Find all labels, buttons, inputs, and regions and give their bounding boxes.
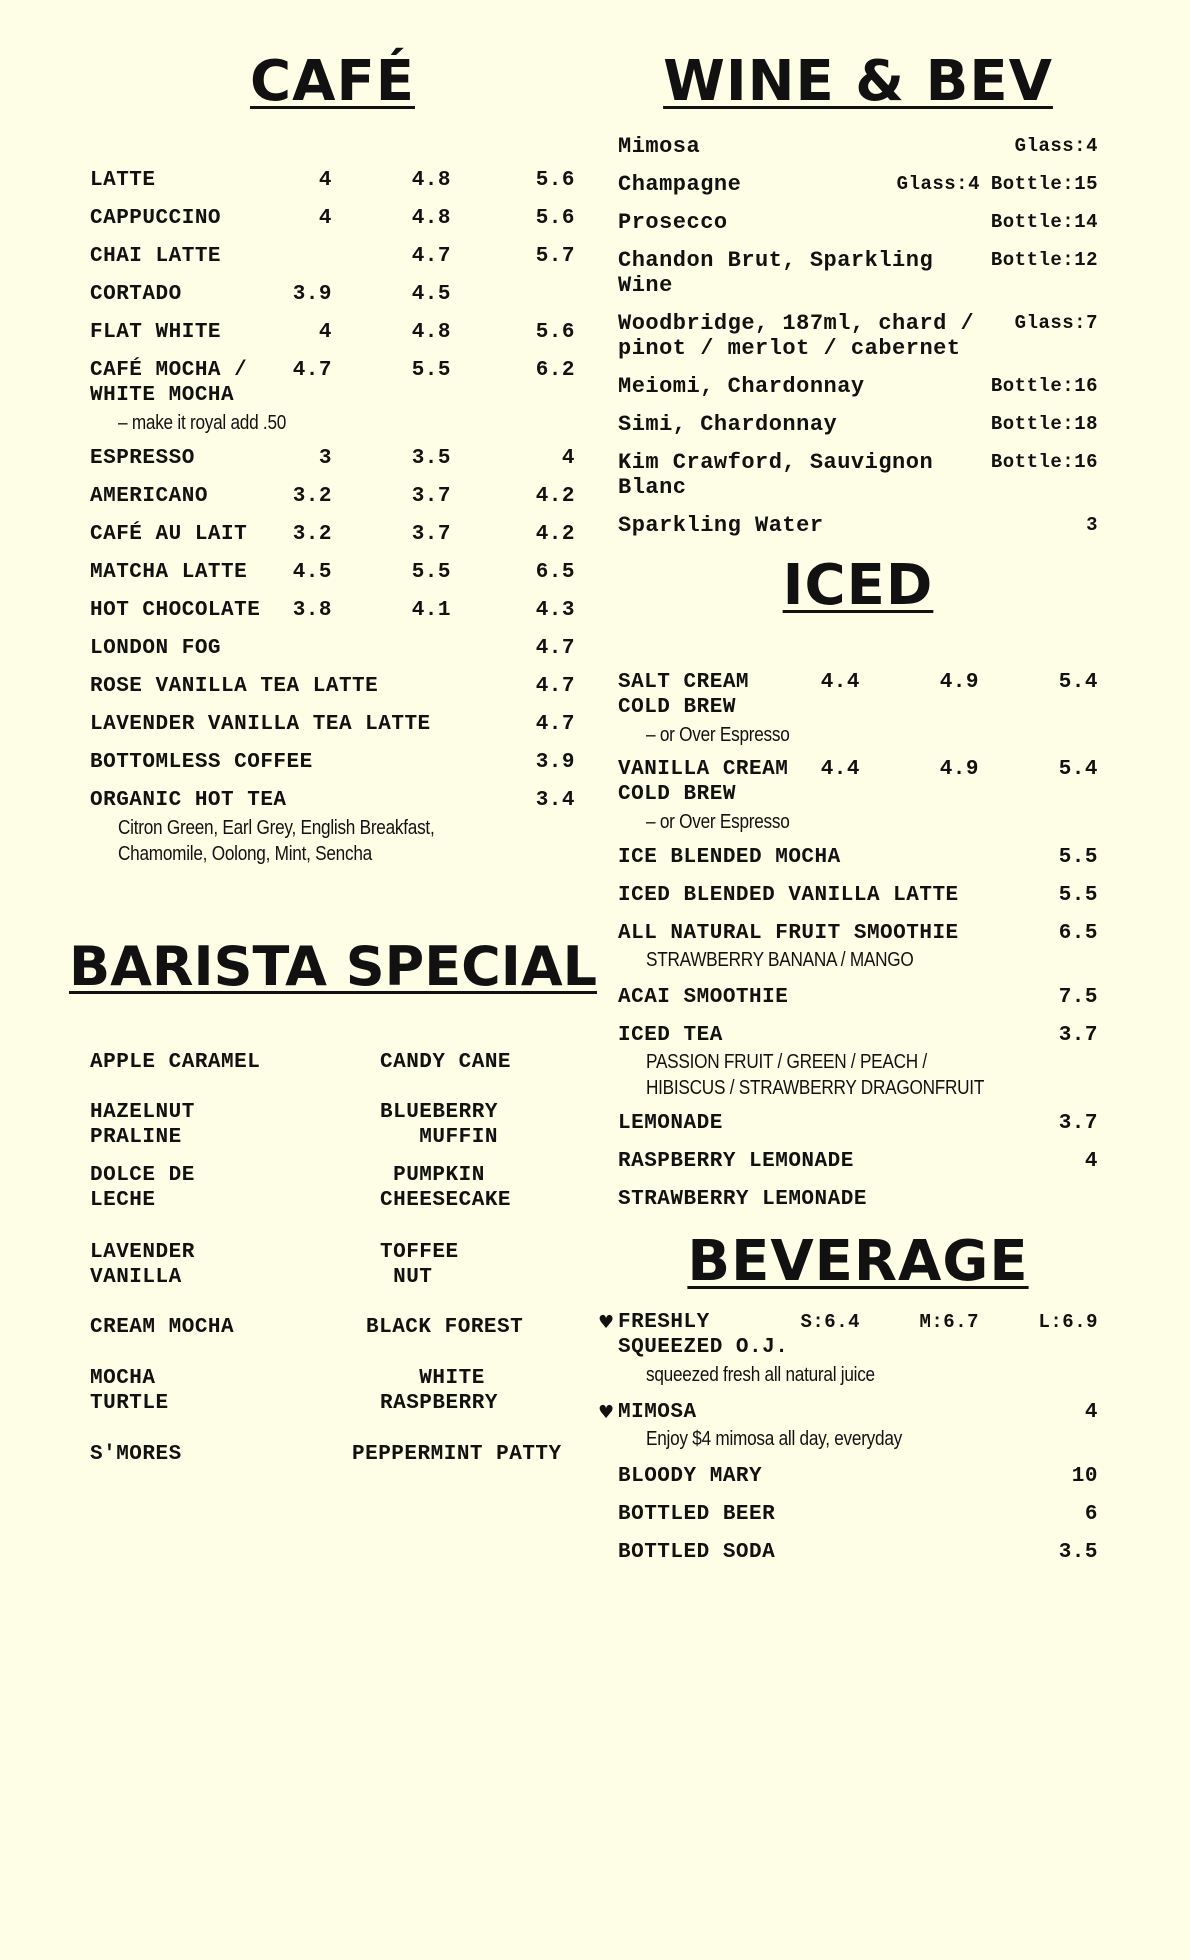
item-name: CAFÉ AU LAIT <box>90 523 248 546</box>
wine-item <box>618 450 1098 500</box>
menu-item <box>90 712 575 737</box>
item-name: RASPBERRY LEMONADE <box>618 1150 854 1173</box>
barista-item: DOLCE DE LECHE <box>90 1164 195 1212</box>
price-small: 3.9 <box>292 283 332 306</box>
item-name: BOTTLED SODA <box>618 1541 776 1564</box>
price-small: 4 <box>318 321 332 344</box>
price-large: 3.7 <box>1058 1112 1098 1135</box>
item-name: MATCHA LATTE <box>90 561 248 584</box>
price-medium: 4.9 <box>939 758 979 781</box>
cafe-title: CAFÉ <box>250 49 415 114</box>
price-large: 5.4 <box>1058 671 1098 694</box>
wine-item <box>618 210 1098 235</box>
price-large: 3.9 <box>535 751 575 774</box>
price-large: 4.2 <box>535 523 575 546</box>
price-small: 3.8 <box>292 599 332 622</box>
price-medium: 4.5 <box>411 283 451 306</box>
price: 6 <box>1084 1503 1098 1526</box>
beverage-title: BEVERAGE <box>687 1229 1029 1294</box>
item-name: ESPRESSO <box>90 447 195 470</box>
glass-price: Glass:7 <box>1014 312 1098 334</box>
price-large: 6.5 <box>1058 922 1098 945</box>
barista-item: MOCHA TURTLE <box>90 1367 169 1415</box>
menu-item <box>90 358 575 434</box>
item-note: – or Over Espresso <box>646 724 790 746</box>
item-name: CORTADO <box>90 283 182 306</box>
price-medium: 4.9 <box>939 671 979 694</box>
wine-name: Meiomi, Chardonnay <box>618 374 865 399</box>
beverage-item <box>618 1464 1098 1489</box>
menu-item <box>90 282 575 307</box>
price-large: 7.5 <box>1058 986 1098 1009</box>
menu-item <box>90 484 575 509</box>
menu-item <box>90 560 575 585</box>
item-note: STRAWBERRY BANANA / MANGO <box>646 949 914 971</box>
item-name: VANILLA CREAM COLD BREW <box>618 758 789 806</box>
price-medium: 3.7 <box>411 485 451 508</box>
wine-name: Sparkling Water <box>618 513 824 538</box>
item-name: FLAT WHITE <box>90 321 222 344</box>
price-small: 4 <box>318 169 332 192</box>
item-name: STRAWBERRY LEMONADE <box>618 1188 867 1211</box>
iced-item <box>618 883 1098 908</box>
item-note: squeezed fresh all natural juice <box>646 1364 875 1386</box>
beverage-item <box>618 1540 1098 1565</box>
item-name: HOT CHOCOLATE <box>90 599 261 622</box>
iced-item <box>618 1149 1098 1174</box>
item-name: ICE BLENDED MOCHA <box>618 846 841 869</box>
barista-item: CREAM MOCHA <box>90 1316 235 1339</box>
price-small: 4.4 <box>820 758 860 781</box>
price-medium: 5.5 <box>411 561 451 584</box>
iced-item <box>618 845 1098 870</box>
beverage-item <box>598 1310 1098 1386</box>
price-medium: 5.5 <box>411 359 451 382</box>
bottle-price: Bottle:15 <box>990 173 1098 195</box>
menu-item <box>90 206 575 231</box>
barista-item: PEPPERMINT PATTY <box>352 1443 562 1466</box>
wine-name: Chandon Brut, Sparkling Wine <box>618 248 934 298</box>
item-name: ORGANIC HOT TEA <box>90 789 287 812</box>
iced-item <box>618 921 1098 971</box>
price-large: 4.2 <box>535 485 575 508</box>
price-large: 3.7 <box>1058 1024 1098 1047</box>
price-large: L:6.9 <box>1038 1311 1098 1333</box>
menu-item <box>90 168 575 193</box>
item-name: ICED TEA <box>618 1024 723 1047</box>
wine-name: Mimosa <box>618 134 701 159</box>
price-small: 4.5 <box>292 561 332 584</box>
menu-item <box>90 636 575 661</box>
item-note: – or Over Espresso <box>646 811 790 833</box>
price-small: 3.2 <box>292 523 332 546</box>
price-large: 5.4 <box>1058 758 1098 781</box>
bottle-price: Bottle:16 <box>990 451 1098 473</box>
price-medium: M:6.7 <box>919 1311 979 1333</box>
price-small: 4.7 <box>292 359 332 382</box>
item-name: FRESHLY SQUEEZED O.J. <box>618 1311 789 1359</box>
menu-item <box>90 788 575 865</box>
iced-item <box>618 1111 1098 1136</box>
menu-item <box>90 522 575 547</box>
item-name: CAPPUCCINO <box>90 207 222 230</box>
price-large: 4.7 <box>535 637 575 660</box>
item-note: Enjoy $4 mimosa all day, everyday <box>646 1428 902 1450</box>
price-medium: 4.7 <box>411 245 451 268</box>
bottle-price: Bottle:18 <box>990 413 1098 435</box>
price-large: 5.5 <box>1058 884 1098 907</box>
wine-name: Woodbridge, 187ml, chard / pinot / merlot / cabernet <box>618 311 975 361</box>
price-small: 4 <box>318 207 332 230</box>
price-large: 4 <box>1084 1150 1098 1173</box>
price-medium: 3.7 <box>411 523 451 546</box>
price-small: S:6.4 <box>800 1311 860 1333</box>
price-large: 6.2 <box>535 359 575 382</box>
wine-item <box>618 311 1098 361</box>
price-large: 5.6 <box>535 207 575 230</box>
price-large: 4 <box>561 447 575 470</box>
price-medium: 4.1 <box>411 599 451 622</box>
bottle-price: Bottle:14 <box>990 211 1098 233</box>
bottle-price: 3 <box>1086 514 1098 536</box>
item-name: LAVENDER VANILLA TEA LATTE <box>90 713 431 736</box>
wine-item <box>618 374 1098 399</box>
price-large: 4.3 <box>535 599 575 622</box>
menu-item <box>90 446 575 471</box>
barista-special-title: BARISTA SPECIAL <box>68 935 598 998</box>
iced-item <box>618 985 1098 1010</box>
item-note: Chamomile, Oolong, Mint, Sencha <box>118 843 372 865</box>
price-large: 6.5 <box>535 561 575 584</box>
item-name: LATTE <box>90 169 156 192</box>
item-name: AMERICANO <box>90 485 208 508</box>
wine-name: Champagne <box>618 172 742 197</box>
wine-item <box>618 134 1098 159</box>
item-note: – make it royal add .50 <box>118 412 287 434</box>
price-small: 3.2 <box>292 485 332 508</box>
price: 10 <box>1071 1465 1098 1488</box>
beverage-item <box>598 1400 1098 1450</box>
iced-title: ICED <box>782 553 934 618</box>
item-name: ICED BLENDED VANILLA LATTE <box>618 884 959 907</box>
bottle-price: Bottle:12 <box>990 249 1098 271</box>
glass-price: Glass:4 <box>1014 135 1098 157</box>
wine-name: Simi, Chardonnay <box>618 412 838 437</box>
wine-item <box>618 513 1098 538</box>
menu-item <box>90 244 575 269</box>
barista-item: TOFFEE NUT <box>380 1241 459 1289</box>
barista-item: S'MORES <box>90 1443 182 1466</box>
barista-item: HAZELNUT PRALINE <box>90 1101 195 1149</box>
price-medium: 3.5 <box>411 447 451 470</box>
menu-item <box>90 320 575 345</box>
item-name: MIMOSA <box>618 1401 697 1424</box>
item-name: BOTTOMLESS COFFEE <box>90 751 313 774</box>
item-note: PASSION FRUIT / GREEN / PEACH / <box>646 1051 927 1073</box>
menu-item <box>90 598 575 623</box>
wine-item <box>618 412 1098 437</box>
price-medium: 4.8 <box>411 169 451 192</box>
item-name: CAFÉ MOCHA / WHITE MOCHA <box>90 359 248 407</box>
price-large: 3.4 <box>535 789 575 812</box>
menu-item <box>90 674 575 699</box>
wine-item <box>618 172 1098 197</box>
item-name: SALT CREAM COLD BREW <box>618 671 750 719</box>
item-name: CHAI LATTE <box>90 245 222 268</box>
price-small: 3 <box>318 447 332 470</box>
price-large: 5.5 <box>1058 846 1098 869</box>
price-large: 5.6 <box>535 321 575 344</box>
item-name: LEMONADE <box>618 1112 723 1135</box>
price: 3.5 <box>1058 1541 1098 1564</box>
wine-name: Prosecco <box>618 210 728 235</box>
beverage-item <box>618 1502 1098 1527</box>
bottle-price: Bottle:16 <box>990 375 1098 397</box>
barista-item: LAVENDER VANILLA <box>90 1241 195 1289</box>
item-name: BOTTLED BEER <box>618 1503 776 1526</box>
price-medium: 4.8 <box>411 321 451 344</box>
item-name: LONDON FOG <box>90 637 222 660</box>
price-large: 5.7 <box>535 245 575 268</box>
wine-bev-title: WINE & BEV <box>663 49 1053 114</box>
item-name: BLOODY MARY <box>618 1465 763 1488</box>
iced-item <box>618 1187 1098 1212</box>
barista-item: APPLE CARAMEL <box>90 1051 261 1074</box>
menu-item <box>90 750 575 775</box>
price-medium: 4.8 <box>411 207 451 230</box>
barista-item: BLUEBERRY MUFFIN <box>380 1101 498 1149</box>
barista-item: BLACK FOREST <box>366 1316 524 1339</box>
item-name: ALL NATURAL FRUIT SMOOTHIE <box>618 922 959 945</box>
price-large: 4.7 <box>535 675 575 698</box>
wine-name: Kim Crawford, Sauvignon Blanc <box>618 450 934 500</box>
iced-item <box>618 670 1098 746</box>
price-large: 4.7 <box>535 713 575 736</box>
item-name: ACAI SMOOTHIE <box>618 986 789 1009</box>
item-name: ROSE VANILLA TEA LATTE <box>90 675 379 698</box>
iced-item <box>618 757 1098 833</box>
heart-icon: ♥ <box>598 1312 615 1333</box>
price-small: 4.4 <box>820 671 860 694</box>
wine-item <box>618 248 1098 298</box>
item-note: Citron Green, Earl Grey, English Breakfast, <box>118 817 435 839</box>
glass-price: Glass:4 <box>896 173 980 195</box>
price: 4 <box>1084 1401 1098 1424</box>
barista-item: PUMPKIN CHEESECAKE <box>380 1164 512 1212</box>
barista-item: CANDY CANE <box>380 1051 512 1074</box>
barista-item: WHITE RASPBERRY <box>380 1367 498 1415</box>
item-note: HIBISCUS / STRAWBERRY DRAGONFRUIT <box>646 1077 985 1099</box>
heart-icon: ♥ <box>598 1402 615 1423</box>
iced-item <box>618 1023 1098 1099</box>
price-large: 5.6 <box>535 169 575 192</box>
